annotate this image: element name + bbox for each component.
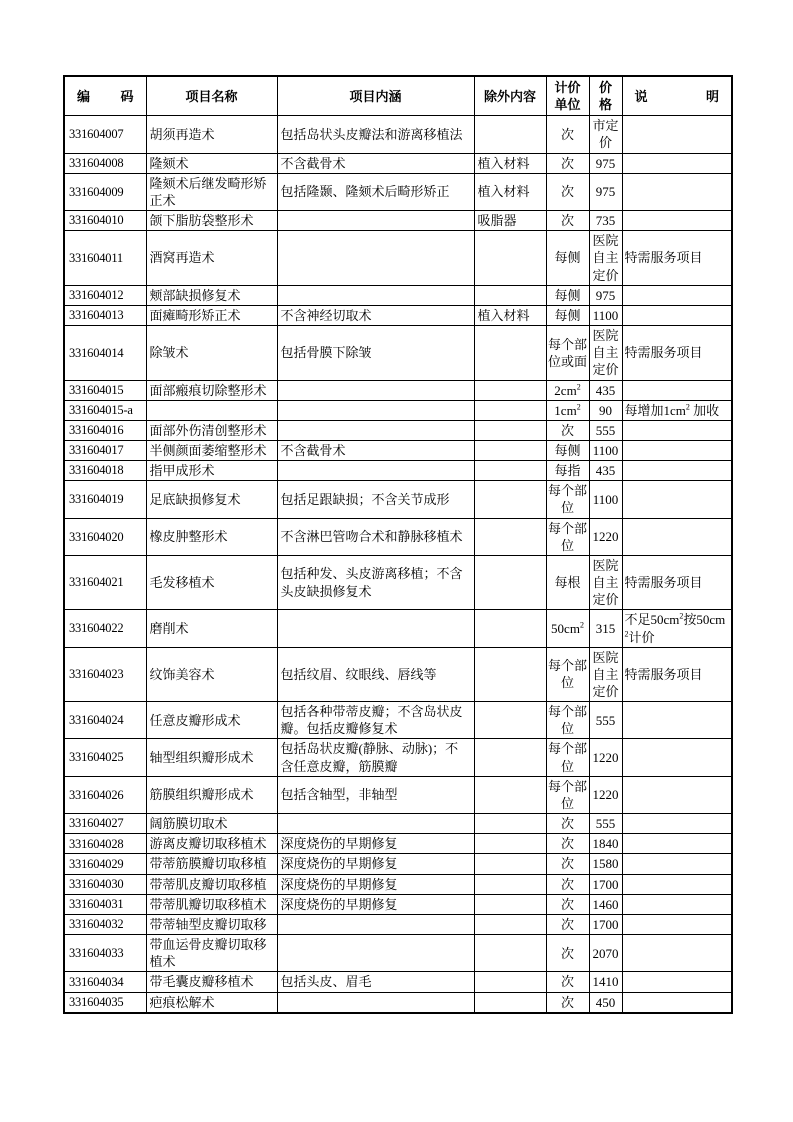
cell-unit: 次 — [546, 116, 589, 153]
cell-name: 带蒂肌皮瓣切取移植 — [146, 874, 277, 894]
cell-excluded: 植入材料 — [474, 153, 546, 173]
cell-unit: 每指 — [546, 461, 589, 481]
cell-name: 轴型组织瓣形成术 — [146, 739, 277, 776]
cell-note — [622, 894, 732, 914]
cell-name: 带毛囊皮瓣移植术 — [146, 972, 277, 992]
cell-code: 331604009 — [64, 173, 146, 210]
table-row — [64, 555, 732, 609]
cell-content: 包括种发、头皮游离移植；不含头皮缺损修复术 — [277, 555, 474, 609]
cell-excluded — [474, 380, 546, 400]
cell-unit: 次 — [546, 992, 589, 1013]
cell-unit: $2cm^2$ — [546, 380, 589, 400]
cell-excluded — [474, 935, 546, 972]
cell-content — [277, 420, 474, 440]
cell-content: 包括纹眉、纹眼线、唇线等 — [277, 647, 474, 701]
table-row — [64, 935, 732, 972]
cell-content — [277, 400, 474, 420]
table-row — [64, 380, 732, 400]
cell-note — [622, 481, 732, 518]
cell-price: 735 — [589, 211, 622, 231]
cell-price: 1460 — [589, 894, 622, 914]
table-row — [64, 776, 732, 813]
cell-note — [622, 874, 732, 894]
cell-note — [622, 935, 732, 972]
table-row — [64, 440, 732, 460]
cell-note: 特需服务项目 — [622, 555, 732, 609]
cell-note — [622, 440, 732, 460]
cell-price: 975 — [589, 285, 622, 305]
table-row — [64, 326, 732, 380]
cell-price: 医院自主定价 — [589, 647, 622, 701]
table-row — [64, 834, 732, 854]
cell-content — [277, 380, 474, 400]
cell-unit: 次 — [546, 420, 589, 440]
cell-code: 331604010 — [64, 211, 146, 231]
cell-note — [622, 914, 732, 934]
cell-note — [622, 420, 732, 440]
cell-code: 331604029 — [64, 854, 146, 874]
cell-content: 包括岛状皮瓣(静脉、动脉)；不含任意皮瓣，筋膜瓣 — [277, 739, 474, 776]
cell-excluded: 植入材料 — [474, 173, 546, 210]
cell-name: 面瘫畸形矫正术 — [146, 305, 277, 325]
cell-name: 筋膜组织瓣形成术 — [146, 776, 277, 813]
cell-price: 975 — [589, 173, 622, 210]
cell-content: 包括含轴型，非轴型 — [277, 776, 474, 813]
cell-note: 特需服务项目 — [622, 326, 732, 380]
cell-content: 深度烧伤的早期修复 — [277, 894, 474, 914]
cell-excluded — [474, 739, 546, 776]
cell-price: 315 — [589, 610, 622, 647]
table-row — [64, 153, 732, 173]
cell-content: 包括头皮、眉毛 — [277, 972, 474, 992]
cell-unit: 次 — [546, 173, 589, 210]
cell-name: 胡须再造术 — [146, 116, 277, 153]
cell-code: 331604012 — [64, 285, 146, 305]
table-row — [64, 647, 732, 701]
col-header-content: 项目内涵 — [277, 76, 474, 116]
cell-price: 1100 — [589, 481, 622, 518]
cell-note — [622, 972, 732, 992]
cell-content — [277, 610, 474, 647]
cell-code: 331604033 — [64, 935, 146, 972]
cell-excluded — [474, 814, 546, 834]
cell-name: 面部瘢痕切除整形术 — [146, 380, 277, 400]
cell-note: 每增加$1cm^2$ 加收 — [622, 400, 732, 420]
cell-name — [146, 400, 277, 420]
cell-unit: 次 — [546, 814, 589, 834]
col-header-code: 编 码 — [64, 76, 146, 116]
cell-name: 足底缺损修复术 — [146, 481, 277, 518]
cell-excluded — [474, 834, 546, 854]
cell-code: 331604014 — [64, 326, 146, 380]
cell-code: 331604026 — [64, 776, 146, 813]
cell-code: 331604021 — [64, 555, 146, 609]
cell-note — [622, 702, 732, 739]
cell-price: 医院自主定价 — [589, 555, 622, 609]
cell-price: 975 — [589, 153, 622, 173]
cell-note — [622, 518, 732, 555]
cell-code: 331604034 — [64, 972, 146, 992]
cell-code: 331604007 — [64, 116, 146, 153]
col-header-excluded: 除外内容 — [474, 76, 546, 116]
cell-content: 不含神经切取术 — [277, 305, 474, 325]
cell-content — [277, 935, 474, 972]
cell-content: 深度烧伤的早期修复 — [277, 854, 474, 874]
cell-excluded — [474, 400, 546, 420]
table-row — [64, 285, 732, 305]
cell-note — [622, 153, 732, 173]
cell-name: 带蒂轴型皮瓣切取移 — [146, 914, 277, 934]
cell-content — [277, 992, 474, 1013]
cell-unit: 次 — [546, 972, 589, 992]
cell-content: 包括隆颞、隆颏术后畸形矫正 — [277, 173, 474, 210]
cell-content: 不含淋巴管吻合术和静脉移植术 — [277, 518, 474, 555]
table-row — [64, 116, 732, 153]
cell-price: 1700 — [589, 874, 622, 894]
cell-unit: $50cm^2$ — [546, 610, 589, 647]
cell-content — [277, 285, 474, 305]
cell-name: 纹饰美容术 — [146, 647, 277, 701]
table-row — [64, 992, 732, 1013]
cell-code: 331604008 — [64, 153, 146, 173]
cell-note — [622, 992, 732, 1013]
cell-unit: 每个部位或面 — [546, 326, 589, 380]
cell-code: 331604025 — [64, 739, 146, 776]
cell-price: 医院自主定价 — [589, 231, 622, 285]
table-row — [64, 874, 732, 894]
cell-excluded: 植入材料 — [474, 305, 546, 325]
cell-code: 331604013 — [64, 305, 146, 325]
cell-note — [622, 814, 732, 834]
cell-price: 1100 — [589, 440, 622, 460]
cell-content: 包括足跟缺损；不含关节成形 — [277, 481, 474, 518]
cell-content: 深度烧伤的早期修复 — [277, 874, 474, 894]
cell-content: 包括骨膜下除皱 — [277, 326, 474, 380]
cell-excluded: 吸脂器 — [474, 211, 546, 231]
cell-note — [622, 776, 732, 813]
cell-unit: $1cm^2$ — [546, 400, 589, 420]
cell-content: 深度烧伤的早期修复 — [277, 834, 474, 854]
cell-unit: 次 — [546, 854, 589, 874]
header-row — [64, 76, 732, 116]
col-header-unit: 计价单位 — [546, 76, 589, 116]
cell-price: 555 — [589, 420, 622, 440]
table-row — [64, 739, 732, 776]
cell-name: 任意皮瓣形成术 — [146, 702, 277, 739]
cell-excluded — [474, 440, 546, 460]
cell-name: 指甲成形术 — [146, 461, 277, 481]
cell-excluded — [474, 702, 546, 739]
cell-note: 特需服务项目 — [622, 231, 732, 285]
cell-name: 阔筋膜切取术 — [146, 814, 277, 834]
cell-name: 半侧颜面萎缩整形术 — [146, 440, 277, 460]
cell-note — [622, 380, 732, 400]
cell-name: 颊部缺损修复术 — [146, 285, 277, 305]
cell-excluded — [474, 285, 546, 305]
cell-name: 带血运骨皮瓣切取移植术 — [146, 935, 277, 972]
cell-note — [622, 285, 732, 305]
cell-price: 555 — [589, 702, 622, 739]
cell-unit: 次 — [546, 894, 589, 914]
cell-name: 疤痕松解术 — [146, 992, 277, 1013]
cell-unit: 每个部位 — [546, 518, 589, 555]
table-row — [64, 211, 732, 231]
table-row — [64, 972, 732, 992]
cell-note — [622, 834, 732, 854]
cell-code: 331604032 — [64, 914, 146, 934]
cell-note — [622, 173, 732, 210]
cell-price: 医院自主定价 — [589, 326, 622, 380]
cell-content: 不含截骨术 — [277, 440, 474, 460]
table-row — [64, 231, 732, 285]
cell-excluded — [474, 420, 546, 440]
cell-price: 1220 — [589, 518, 622, 555]
cell-note — [622, 461, 732, 481]
cell-name: 带蒂肌瓣切取移植术 — [146, 894, 277, 914]
cell-content: 不含截骨术 — [277, 153, 474, 173]
cell-code: 331604023 — [64, 647, 146, 701]
cell-price: 435 — [589, 380, 622, 400]
col-header-name: 项目名称 — [146, 76, 277, 116]
cell-unit: 每个部位 — [546, 776, 589, 813]
cell-price: 450 — [589, 992, 622, 1013]
cell-name: 面部外伤清创整形术 — [146, 420, 277, 440]
table-row — [64, 610, 732, 647]
price-table — [63, 75, 733, 1014]
cell-excluded — [474, 914, 546, 934]
cell-code: 331604019 — [64, 481, 146, 518]
cell-excluded — [474, 461, 546, 481]
cell-code: 331604015-a — [64, 400, 146, 420]
cell-unit: 每侧 — [546, 305, 589, 325]
cell-excluded — [474, 231, 546, 285]
cell-content: 包括各种带蒂皮瓣；不含岛状皮瓣。包括皮瓣修复术 — [277, 702, 474, 739]
cell-price: 1410 — [589, 972, 622, 992]
cell-unit: 次 — [546, 834, 589, 854]
cell-name: 酒窝再造术 — [146, 231, 277, 285]
cell-name: 橡皮肿整形术 — [146, 518, 277, 555]
table-row — [64, 400, 732, 420]
cell-price: 市定价 — [589, 116, 622, 153]
cell-code: 331604011 — [64, 231, 146, 285]
cell-unit: 每根 — [546, 555, 589, 609]
table-row — [64, 894, 732, 914]
cell-code: 331604016 — [64, 420, 146, 440]
cell-code: 331604015 — [64, 380, 146, 400]
cell-unit: 每侧 — [546, 231, 589, 285]
cell-price: 1100 — [589, 305, 622, 325]
cell-code: 331604022 — [64, 610, 146, 647]
cell-excluded — [474, 555, 546, 609]
cell-excluded — [474, 326, 546, 380]
table-row — [64, 702, 732, 739]
cell-excluded — [474, 518, 546, 555]
cell-name: 毛发移植术 — [146, 555, 277, 609]
cell-content — [277, 231, 474, 285]
cell-code: 331604030 — [64, 874, 146, 894]
cell-name: 隆颏术后继发畸形矫正术 — [146, 173, 277, 210]
cell-excluded — [474, 874, 546, 894]
cell-code: 331604020 — [64, 518, 146, 555]
cell-unit: 次 — [546, 153, 589, 173]
table-row — [64, 814, 732, 834]
cell-note — [622, 854, 732, 874]
cell-excluded — [474, 776, 546, 813]
cell-price: 1840 — [589, 834, 622, 854]
cell-code: 331604018 — [64, 461, 146, 481]
cell-note — [622, 116, 732, 153]
table-body — [64, 116, 732, 1013]
cell-unit: 次 — [546, 935, 589, 972]
cell-unit: 每个部位 — [546, 647, 589, 701]
cell-name: 带蒂筋膜瓣切取移植 — [146, 854, 277, 874]
cell-price: 1220 — [589, 776, 622, 813]
cell-excluded — [474, 116, 546, 153]
cell-name: 颌下脂肪袋整形术 — [146, 211, 277, 231]
cell-content — [277, 814, 474, 834]
cell-unit: 次 — [546, 914, 589, 934]
cell-content — [277, 211, 474, 231]
cell-name: 游离皮瓣切取移植术 — [146, 834, 277, 854]
cell-code: 331604024 — [64, 702, 146, 739]
cell-note: 不足$50cm^2$按$50cm^2$计价 — [622, 610, 732, 647]
cell-excluded — [474, 647, 546, 701]
table-row — [64, 518, 732, 555]
table-row — [64, 481, 732, 518]
price-table-sheet — [63, 75, 731, 1014]
cell-price: 1580 — [589, 854, 622, 874]
cell-name: 磨削术 — [146, 610, 277, 647]
cell-code: 331604028 — [64, 834, 146, 854]
table-row — [64, 173, 732, 210]
cell-unit: 每个部位 — [546, 739, 589, 776]
cell-code: 331604031 — [64, 894, 146, 914]
cell-price: 2070 — [589, 935, 622, 972]
cell-code: 331604027 — [64, 814, 146, 834]
cell-price: 1220 — [589, 739, 622, 776]
table-row — [64, 914, 732, 934]
col-header-note: 说 明 — [622, 76, 732, 116]
table-row — [64, 461, 732, 481]
table-row — [64, 305, 732, 325]
table-row — [64, 854, 732, 874]
cell-name: 隆颏术 — [146, 153, 277, 173]
cell-note — [622, 739, 732, 776]
cell-excluded — [474, 894, 546, 914]
col-header-price: 价格 — [589, 76, 622, 116]
cell-note — [622, 305, 732, 325]
cell-unit: 每个部位 — [546, 481, 589, 518]
cell-content — [277, 914, 474, 934]
cell-content: 包括岛状头皮瓣法和游离移植法 — [277, 116, 474, 153]
cell-price: 555 — [589, 814, 622, 834]
cell-price: 90 — [589, 400, 622, 420]
cell-unit: 次 — [546, 211, 589, 231]
cell-unit: 每侧 — [546, 440, 589, 460]
cell-code: 331604035 — [64, 992, 146, 1013]
cell-excluded — [474, 481, 546, 518]
cell-price: 435 — [589, 461, 622, 481]
cell-unit: 每侧 — [546, 285, 589, 305]
cell-name: 除皱术 — [146, 326, 277, 380]
cell-note: 特需服务项目 — [622, 647, 732, 701]
cell-excluded — [474, 972, 546, 992]
cell-price: 1700 — [589, 914, 622, 934]
cell-excluded — [474, 992, 546, 1013]
cell-excluded — [474, 854, 546, 874]
cell-unit: 每个部位 — [546, 702, 589, 739]
cell-content — [277, 461, 474, 481]
table-row — [64, 420, 732, 440]
cell-excluded — [474, 610, 546, 647]
cell-code: 331604017 — [64, 440, 146, 460]
cell-unit: 次 — [546, 874, 589, 894]
cell-note — [622, 211, 732, 231]
